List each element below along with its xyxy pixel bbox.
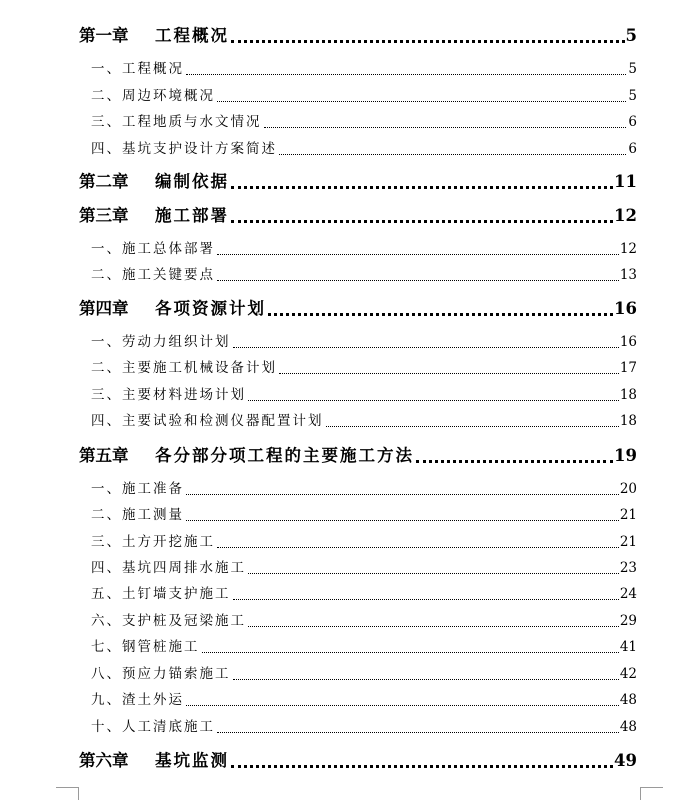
toc-section[interactable]	[91, 359, 637, 377]
margin-corner-mark-left	[56, 787, 79, 800]
page-number: 21	[619, 534, 637, 550]
chapter-number: 第五章	[79, 446, 129, 465]
section-title: 一、劳动力组织计划	[91, 334, 231, 350]
chapter-title: 编制依据	[155, 172, 229, 191]
toc-chapter-5[interactable]	[79, 445, 637, 467]
toc-section[interactable]	[91, 87, 637, 105]
chapter-number: 第六章	[79, 751, 129, 770]
section-title: 三、主要材料进场计划	[91, 387, 246, 403]
dot-leader	[186, 705, 619, 706]
page-number: 12	[619, 241, 637, 257]
dot-leader	[248, 626, 619, 627]
page-number: 19	[614, 446, 637, 465]
margin-corner-mark-right	[640, 787, 663, 800]
section-title: 三、土方开挖施工	[91, 534, 215, 550]
toc-section[interactable]	[91, 140, 637, 158]
dot-leader	[233, 599, 619, 600]
toc-section[interactable]	[91, 665, 637, 683]
dot-leader	[264, 127, 627, 128]
chapter-title: 基坑监测	[155, 751, 229, 770]
section-title: 六、支护桩及冠梁施工	[91, 613, 246, 629]
dot-leader	[217, 280, 619, 281]
section-title: 二、主要施工机械设备计划	[91, 360, 277, 376]
section-title: 四、基坑四周排水施工	[91, 560, 246, 576]
chapter-title: 各分部分项工程的主要施工方法	[155, 446, 414, 465]
dot-leader	[233, 679, 619, 680]
dot-leader	[186, 494, 619, 495]
section-title: 五、土钉墙支护施工	[91, 586, 231, 602]
dot-leader	[231, 220, 613, 223]
toc-section[interactable]	[91, 506, 637, 524]
toc-chapter-2[interactable]	[79, 171, 637, 193]
page-number: 12	[614, 206, 637, 225]
page-number: 41	[619, 639, 637, 655]
toc-section[interactable]	[91, 585, 637, 603]
section-title: 八、预应力锚索施工	[91, 666, 231, 682]
chapter-title: 施工部署	[155, 206, 229, 225]
chapter-title: 工程概况	[155, 26, 229, 45]
dot-leader	[231, 40, 625, 43]
page-number: 48	[619, 719, 637, 735]
page-number: 49	[614, 751, 637, 770]
toc-chapter-3[interactable]	[79, 205, 637, 227]
toc-section[interactable]	[91, 386, 637, 404]
section-title: 一、施工总体部署	[91, 241, 215, 257]
dot-leader	[231, 186, 613, 189]
dot-leader	[186, 74, 626, 75]
dot-leader	[217, 547, 619, 548]
toc-chapter-1[interactable]	[79, 25, 637, 47]
section-title: 一、工程概况	[91, 61, 184, 77]
page-number: 6	[628, 141, 637, 157]
section-title: 九、渣土外运	[91, 692, 184, 708]
dot-leader	[217, 732, 619, 733]
dot-leader	[202, 652, 619, 653]
toc-chapter-6[interactable]	[79, 750, 637, 772]
page-number: 20	[619, 481, 637, 497]
toc-section[interactable]	[91, 113, 637, 131]
page-number: 11	[614, 172, 637, 191]
section-title: 二、周边环境概况	[91, 88, 215, 104]
dot-leader	[217, 101, 626, 102]
section-title: 四、主要试验和检测仪器配置计划	[91, 413, 324, 429]
dot-leader	[416, 460, 613, 463]
toc-section[interactable]	[91, 333, 637, 351]
page-number: 23	[619, 560, 637, 576]
section-title: 二、施工关键要点	[91, 267, 215, 283]
toc-section[interactable]	[91, 266, 637, 284]
chapter-number: 第二章	[79, 172, 129, 191]
page-number: 5	[628, 88, 637, 104]
toc-section[interactable]	[91, 412, 637, 430]
chapter-number: 第一章	[79, 26, 129, 45]
dot-leader	[268, 313, 613, 316]
toc-section[interactable]	[91, 533, 637, 551]
page-number: 21	[619, 507, 637, 523]
section-title: 二、施工测量	[91, 507, 184, 523]
dot-leader	[279, 154, 626, 155]
dot-leader	[248, 573, 619, 574]
dot-leader	[186, 520, 619, 521]
page-number: 5	[625, 26, 637, 45]
toc-section[interactable]	[91, 691, 637, 709]
section-title: 七、钢管桩施工	[91, 639, 200, 655]
page-number: 13	[619, 267, 637, 283]
dot-leader	[231, 765, 613, 768]
page-number: 42	[619, 666, 637, 682]
section-title: 一、施工准备	[91, 481, 184, 497]
toc-section[interactable]	[91, 612, 637, 630]
toc-section[interactable]	[91, 60, 637, 78]
page-number: 24	[619, 586, 637, 602]
page-number: 18	[619, 413, 637, 429]
dot-leader	[217, 254, 619, 255]
toc-chapter-4[interactable]	[79, 298, 637, 320]
chapter-title: 各项资源计划	[155, 299, 266, 318]
page-number: 5	[628, 61, 637, 77]
section-title: 十、人工清底施工	[91, 719, 215, 735]
toc-section[interactable]	[91, 718, 637, 736]
chapter-number: 第四章	[79, 299, 129, 318]
page-number: 16	[619, 334, 637, 350]
page-number: 17	[619, 360, 637, 376]
dot-leader	[279, 373, 619, 374]
toc-section[interactable]	[91, 559, 637, 577]
page-number: 18	[619, 387, 637, 403]
dot-leader	[326, 426, 619, 427]
section-title: 四、基坑支护设计方案简述	[91, 141, 277, 157]
dot-leader	[233, 347, 619, 348]
page-number: 16	[614, 299, 637, 318]
toc-section[interactable]	[91, 480, 637, 498]
chapter-number: 第三章	[79, 206, 129, 225]
page-number: 29	[619, 613, 637, 629]
section-title: 三、工程地质与水文情况	[91, 114, 262, 130]
page-number: 6	[628, 114, 637, 130]
toc-section[interactable]	[91, 240, 637, 258]
page-number: 48	[619, 692, 637, 708]
toc-section[interactable]	[91, 638, 637, 656]
dot-leader	[248, 400, 619, 401]
